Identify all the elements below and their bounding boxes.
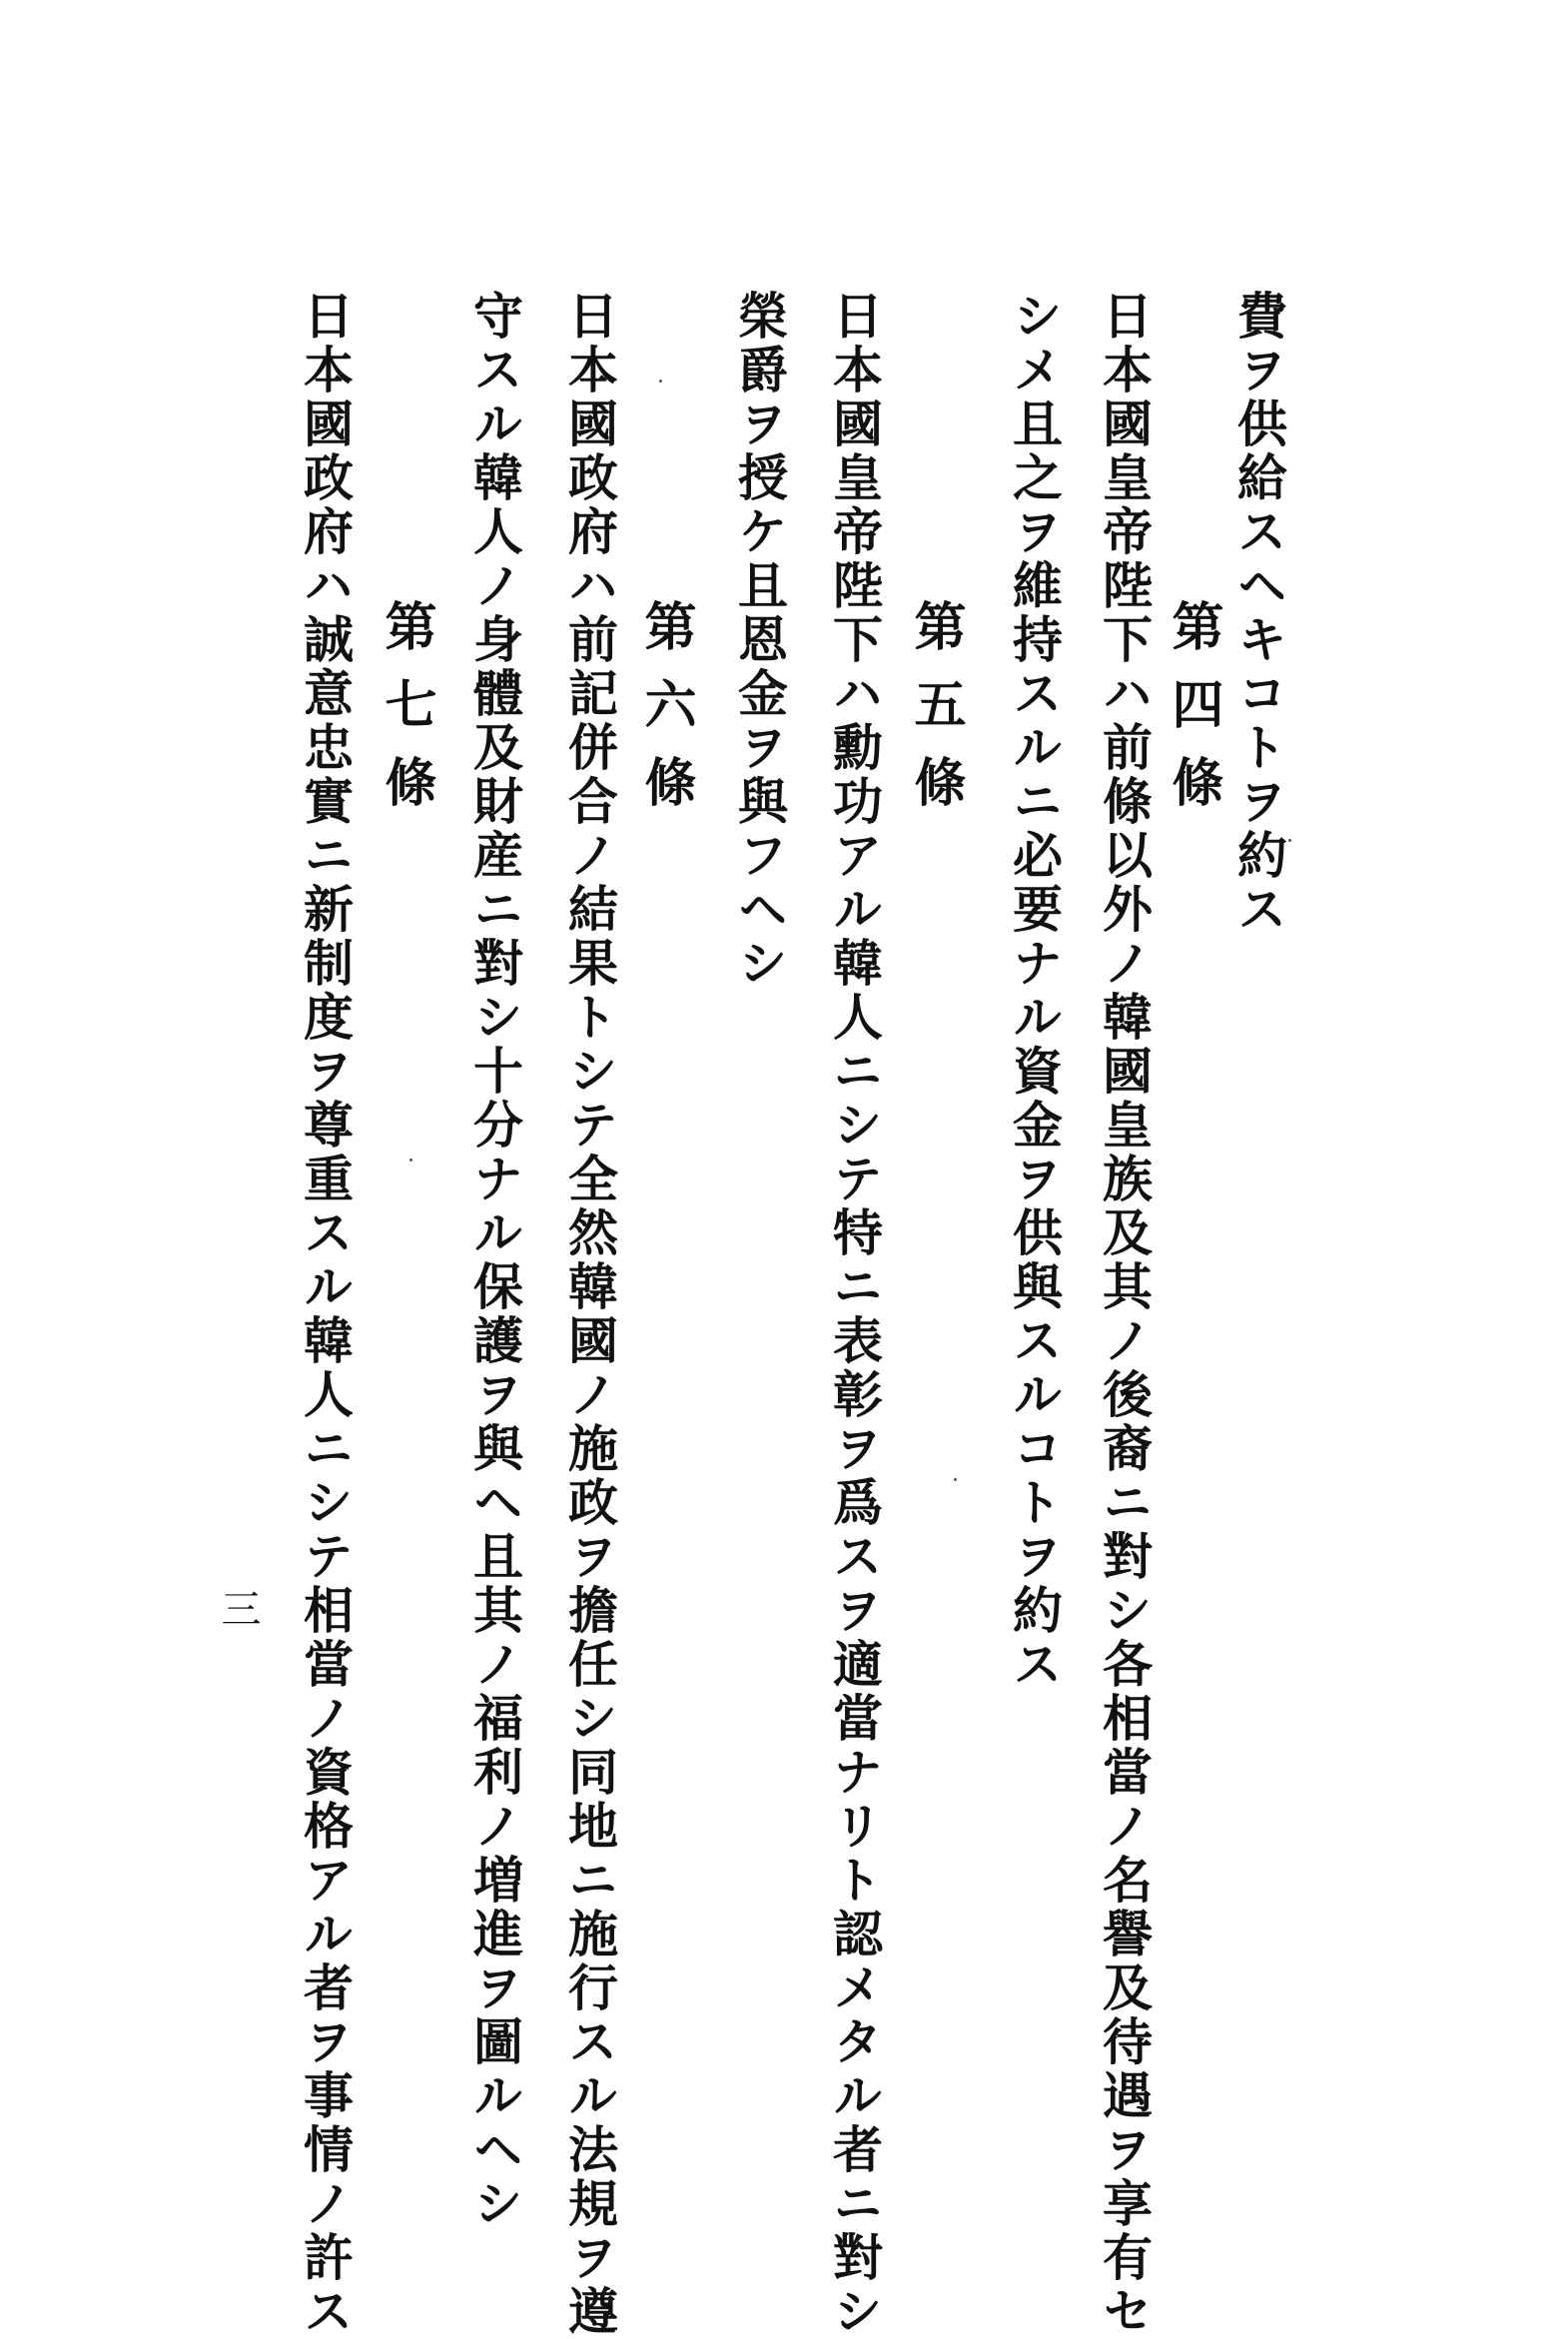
article-heading-6: 第六條 [635,599,696,833]
article-heading-7: 第七條 [376,599,436,833]
article-heading-4: 第四條 [1163,599,1223,833]
text-column-7: 守スル韓人ノ身體及財産ニ對シ十分ナル保護ヲ與ヘ且其ノ福利ノ増進ヲ圖ルヘシ [465,290,524,2231]
scan-speck [409,1159,412,1162]
text-column-3: シメ且之ヲ維持スルニ必要ナル資金ヲ供與スルコトヲ約ス [1005,290,1064,1692]
article-heading-5: 第五條 [905,599,966,833]
text-column-2: 日本國皇帝陛下ハ前條以外ノ韓國皇族及其ノ後裔ニ對シ各相當ノ名譽及待遇ヲ享有セ [1095,290,1154,2339]
scan-speck [954,1478,957,1481]
text-column-4: 日本國皇帝陛下ハ勳功アル韓人ニシテ特ニ表彰ヲ爲スヲ適當ナリト認メタル者ニ對シ [825,290,884,2339]
text-column-6: 日本國政府ハ前記併合ノ結果トシテ全然韓國ノ施政ヲ擔任シ同地ニ施行スル法規ヲ遵 [560,290,619,2339]
text-column-1: 費ヲ供給スヘキコトヲ約ス [1229,290,1288,937]
scan-speck [659,380,662,383]
page-number: 三 [215,1588,261,1628]
text-column-8: 日本國政府ハ誠意忠實ニ新制度ヲ尊重スル韓人ニシテ相當ノ資格アル者ヲ事情ノ許ス [296,290,355,2339]
scan-speck [1288,839,1291,842]
text-column-5: 榮爵ヲ授ケ且恩金ヲ與フヘシ [730,290,789,991]
